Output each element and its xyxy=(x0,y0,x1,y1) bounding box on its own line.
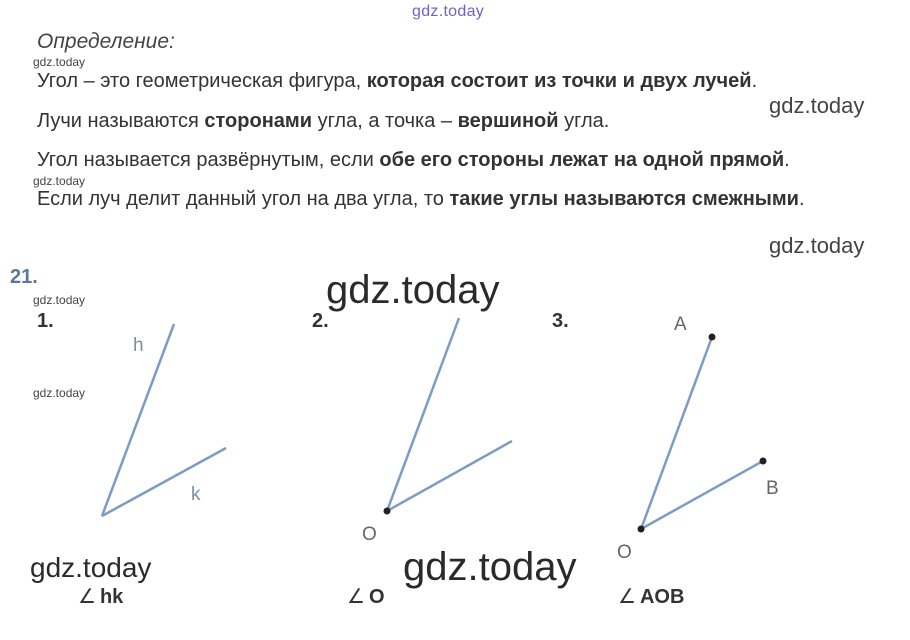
watermark-small: gdz.today xyxy=(33,293,86,307)
watermark-small: gdz.today xyxy=(33,386,86,400)
definition-text: Угол – это геометрическая фигура, xyxy=(37,70,367,92)
watermark-caption: gdz.today xyxy=(30,552,152,583)
label-b: B xyxy=(766,478,779,499)
watermark-large: gdz.today xyxy=(326,268,500,312)
point-a xyxy=(709,334,716,341)
figure-3-index: 3. xyxy=(552,310,569,332)
caption-text: O xyxy=(368,586,385,608)
definition-text: . xyxy=(784,149,790,171)
exercise-number: 21. xyxy=(10,266,38,288)
caption-text: hk xyxy=(99,586,124,608)
figure-3-angle-aob xyxy=(617,314,779,563)
figure-2-angle-o xyxy=(362,318,512,545)
caption-angle-aob xyxy=(618,584,684,609)
watermark-small: gdz.today xyxy=(33,55,86,69)
vertex-point xyxy=(638,526,645,533)
ray-k xyxy=(102,448,226,516)
angle-symbol: ∠ xyxy=(618,586,636,608)
caption-angle-o xyxy=(347,584,385,609)
definition-emphasis: обе его стороны лежат на одной прямой xyxy=(379,149,785,171)
definition-emphasis: которая состоит из точки и двух лучей xyxy=(366,70,752,92)
ray-o-1 xyxy=(387,318,459,511)
figure-2-index: 2. xyxy=(312,310,329,332)
watermark-medium: gdz.today xyxy=(769,93,865,118)
caption-text: AOB xyxy=(639,586,685,608)
definition-emphasis: сторонами xyxy=(204,110,313,132)
angle-symbol: ∠ xyxy=(78,586,96,608)
label-h: h xyxy=(133,335,144,356)
watermark-top: gdz.today xyxy=(412,3,485,20)
definition-emphasis: такие углы называются смежными xyxy=(449,188,799,210)
point-b xyxy=(760,458,767,465)
definition-text: Лучи называются xyxy=(37,110,205,132)
watermark-large: gdz.today xyxy=(403,545,577,589)
label-a: A xyxy=(674,314,687,335)
label-o: O xyxy=(362,524,377,545)
definition-text: . xyxy=(751,70,758,92)
caption-angle-hk xyxy=(78,584,123,609)
definition-text: Угол называется развёрнутым, если xyxy=(37,149,380,171)
definition-heading: Определение: xyxy=(37,30,175,53)
definition-text: угла. xyxy=(558,110,610,132)
ray-o-2 xyxy=(387,441,512,511)
figure-1-index: 1. xyxy=(37,310,54,332)
vertex-point xyxy=(384,508,391,515)
label-k: k xyxy=(191,484,201,505)
definition-text: . xyxy=(798,188,805,210)
watermark-medium: gdz.today xyxy=(769,233,865,258)
label-o: O xyxy=(617,542,632,563)
definition-text: угла, а точка – xyxy=(312,110,458,132)
definition-text: Если луч делит данный угол на два угла, то xyxy=(37,188,450,210)
watermark-small: gdz.today xyxy=(33,174,86,188)
ray-ob xyxy=(641,461,763,529)
figure-1-angle-hk xyxy=(102,324,226,516)
ray-oa xyxy=(641,337,712,529)
angle-symbol: ∠ xyxy=(347,586,365,608)
definition-emphasis: вершиной xyxy=(457,110,559,132)
